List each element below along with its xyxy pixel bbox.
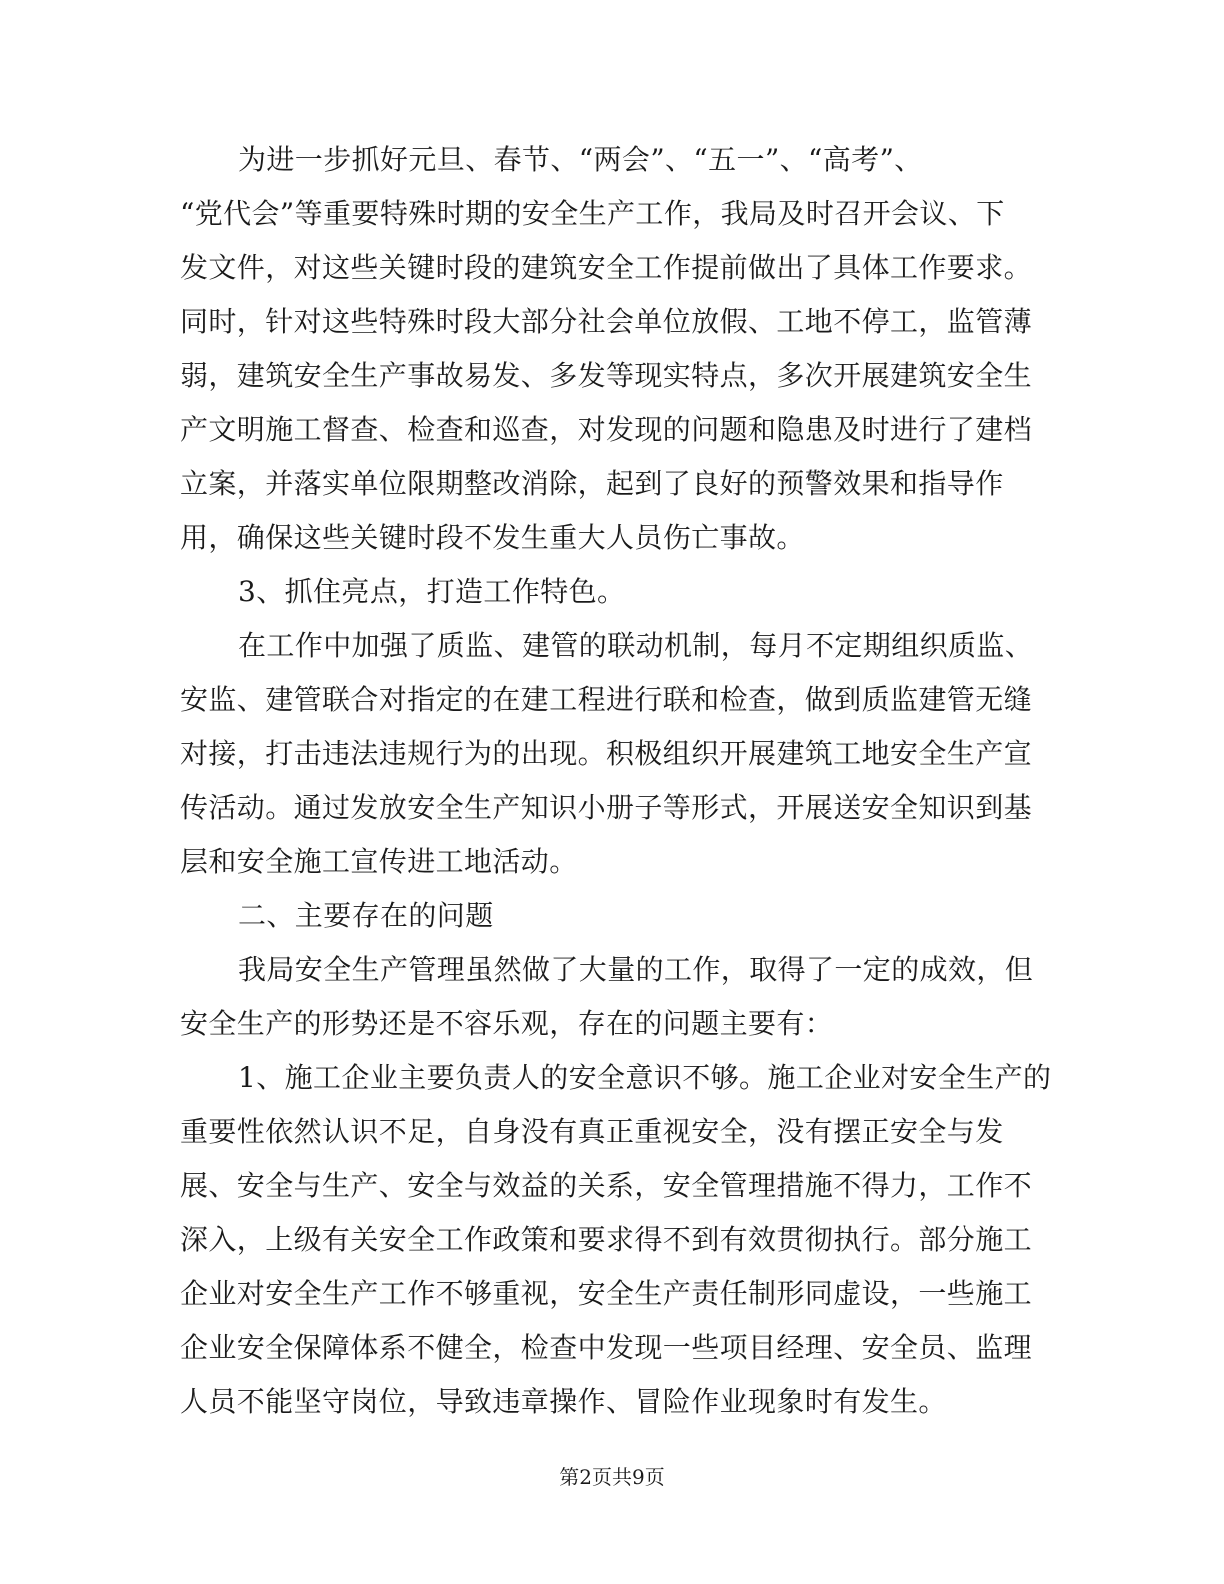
text-line: 发文件，对这些关键时段的建筑安全工作提前做出了具体工作要求。 bbox=[180, 251, 1033, 284]
page-number: 第2页共9页 bbox=[559, 1465, 665, 1489]
text-line: 企业安全保障体系不健全，检查中发现一些项目经理、安全员、监理 bbox=[180, 1331, 1033, 1364]
section-heading: 3、抓住亮点，打造工作特色。 bbox=[238, 575, 626, 608]
text-line: 在工作中加强了质监、建管的联动机制，每月不定期组织质监、 bbox=[238, 629, 1034, 662]
text-line: 立案，并落实单位限期整改消除，起到了良好的预警效果和指导作 bbox=[180, 467, 1004, 500]
text-line: 产文明施工督查、检查和巡查，对发现的问题和隐患及时进行了建档 bbox=[180, 413, 1033, 446]
text-line: 重要性依然认识不足，自身没有真正重视安全，没有摆正安全与发 bbox=[180, 1115, 1004, 1148]
text-line: 人员不能坚守岗位，导致违章操作、冒险作业现象时有发生。 bbox=[180, 1385, 947, 1418]
text-line: 同时，针对这些特殊时段大部分社会单位放假、工地不停工，监管薄 bbox=[180, 305, 1033, 338]
text-line: 展、安全与生产、安全与效益的关系，安全管理措施不得力，工作不 bbox=[180, 1169, 1033, 1202]
text-line: 层和安全施工宣传进工地活动。 bbox=[180, 845, 578, 878]
text-line: 企业对安全生产工作不够重视，安全生产责任制形同虚设，一些施工 bbox=[180, 1277, 1033, 1310]
text-line: 为进一步抓好元旦、春节、“两会”、“五一”、“高考”、 bbox=[238, 143, 923, 176]
text-line: 1、施工企业主要负责人的安全意识不够。施工企业对安全生产的 bbox=[238, 1061, 1052, 1094]
text-line: “党代会”等重要特殊时期的安全生产工作，我局及时召开会议、下 bbox=[180, 197, 1005, 230]
text-line: 传活动。通过发放安全生产知识小册子等形式，开展送安全知识到基 bbox=[180, 791, 1033, 824]
text-line: 用，确保这些关键时段不发生重大人员伤亡事故。 bbox=[180, 521, 805, 554]
text-line: 对接，打击违法违规行为的出现。积极组织开展建筑工地安全生产宣 bbox=[180, 737, 1033, 770]
text-line: 深入，上级有关安全工作政策和要求得不到有效贯彻执行。部分施工 bbox=[180, 1223, 1033, 1256]
text-line: 安全生产的形势还是不容乐观，存在的问题主要有： bbox=[180, 1007, 834, 1040]
text-line: 安监、建管联合对指定的在建工程进行联和检查，做到质监建管无缝 bbox=[180, 683, 1033, 716]
text-line: 弱，建筑安全生产事故易发、多发等现实特点，多次开展建筑安全生 bbox=[180, 359, 1033, 392]
text-line: 我局安全生产管理虽然做了大量的工作，取得了一定的成效，但 bbox=[238, 953, 1034, 986]
section-heading: 二、主要存在的问题 bbox=[238, 899, 494, 932]
